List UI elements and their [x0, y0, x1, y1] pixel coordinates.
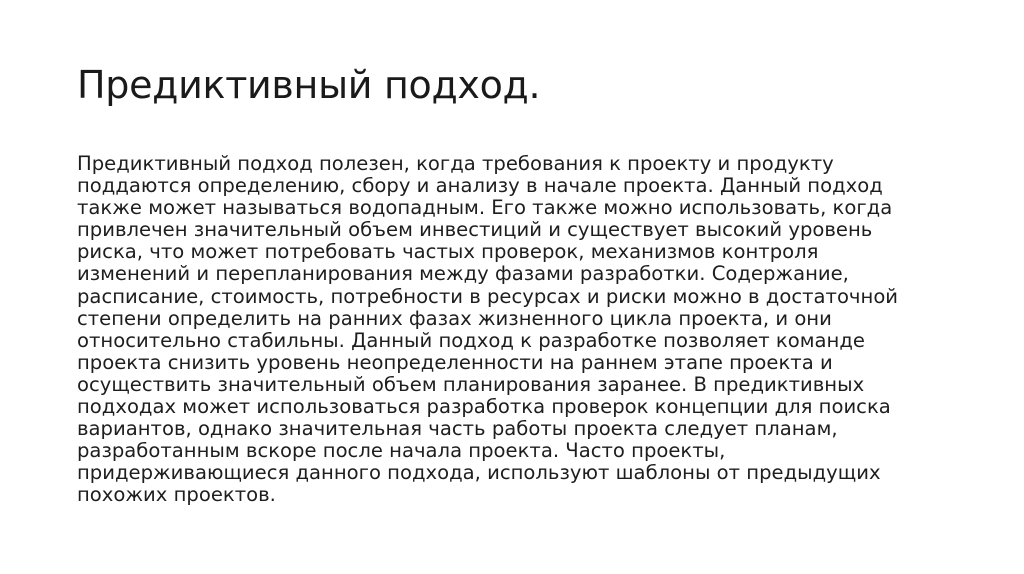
body-line: также может называться водопадным. Его также можно использовать, когда [77, 196, 893, 220]
body-line: относительно стабильны. Данный подход к разработке позволяет команде [77, 328, 865, 352]
body-line: привлечен значительный объем инвестиций и существует высокий уровень [77, 218, 873, 242]
body-line: Предиктивный подход полезен, когда требования к проекту и продукту [77, 152, 834, 175]
body-line: степени определить на ранних фазах жизненного цикла проекта, и они [77, 306, 832, 330]
slide-body-text [77, 153, 957, 507]
body-line: вариантов, однако значительная часть работы проекта следует планам, [77, 417, 838, 441]
body-line: подходах может использоваться разработка проверок концепции для поиска [77, 395, 891, 419]
body-line: поддаются определению, сбору и анализу в начале проекта. Данный подход [77, 174, 883, 198]
body-line: проекта снизить уровень неопределенности на раннем этапе проекта и [77, 350, 833, 374]
body-line: придерживающиеся данного подхода, используют шаблоны от предыдущих [77, 461, 881, 485]
slide-title: Предиктивный подход. [77, 63, 541, 107]
body-line: изменений и перепланирования между фазами разработки. Содержание, [77, 262, 849, 286]
body-line: похожих проектов. [77, 483, 276, 507]
body-line: расписание, стоимость, потребности в ресурсах и риски можно в достаточной [77, 284, 899, 308]
body-line: риска, что может потребовать частых проверок, механизмов контроля [77, 240, 819, 264]
body-line: осуществить значительный объем планирования заранее. В предиктивных [77, 372, 865, 396]
body-line: разработанным вскоре после начала проекта. Часто проекты, [77, 439, 726, 463]
